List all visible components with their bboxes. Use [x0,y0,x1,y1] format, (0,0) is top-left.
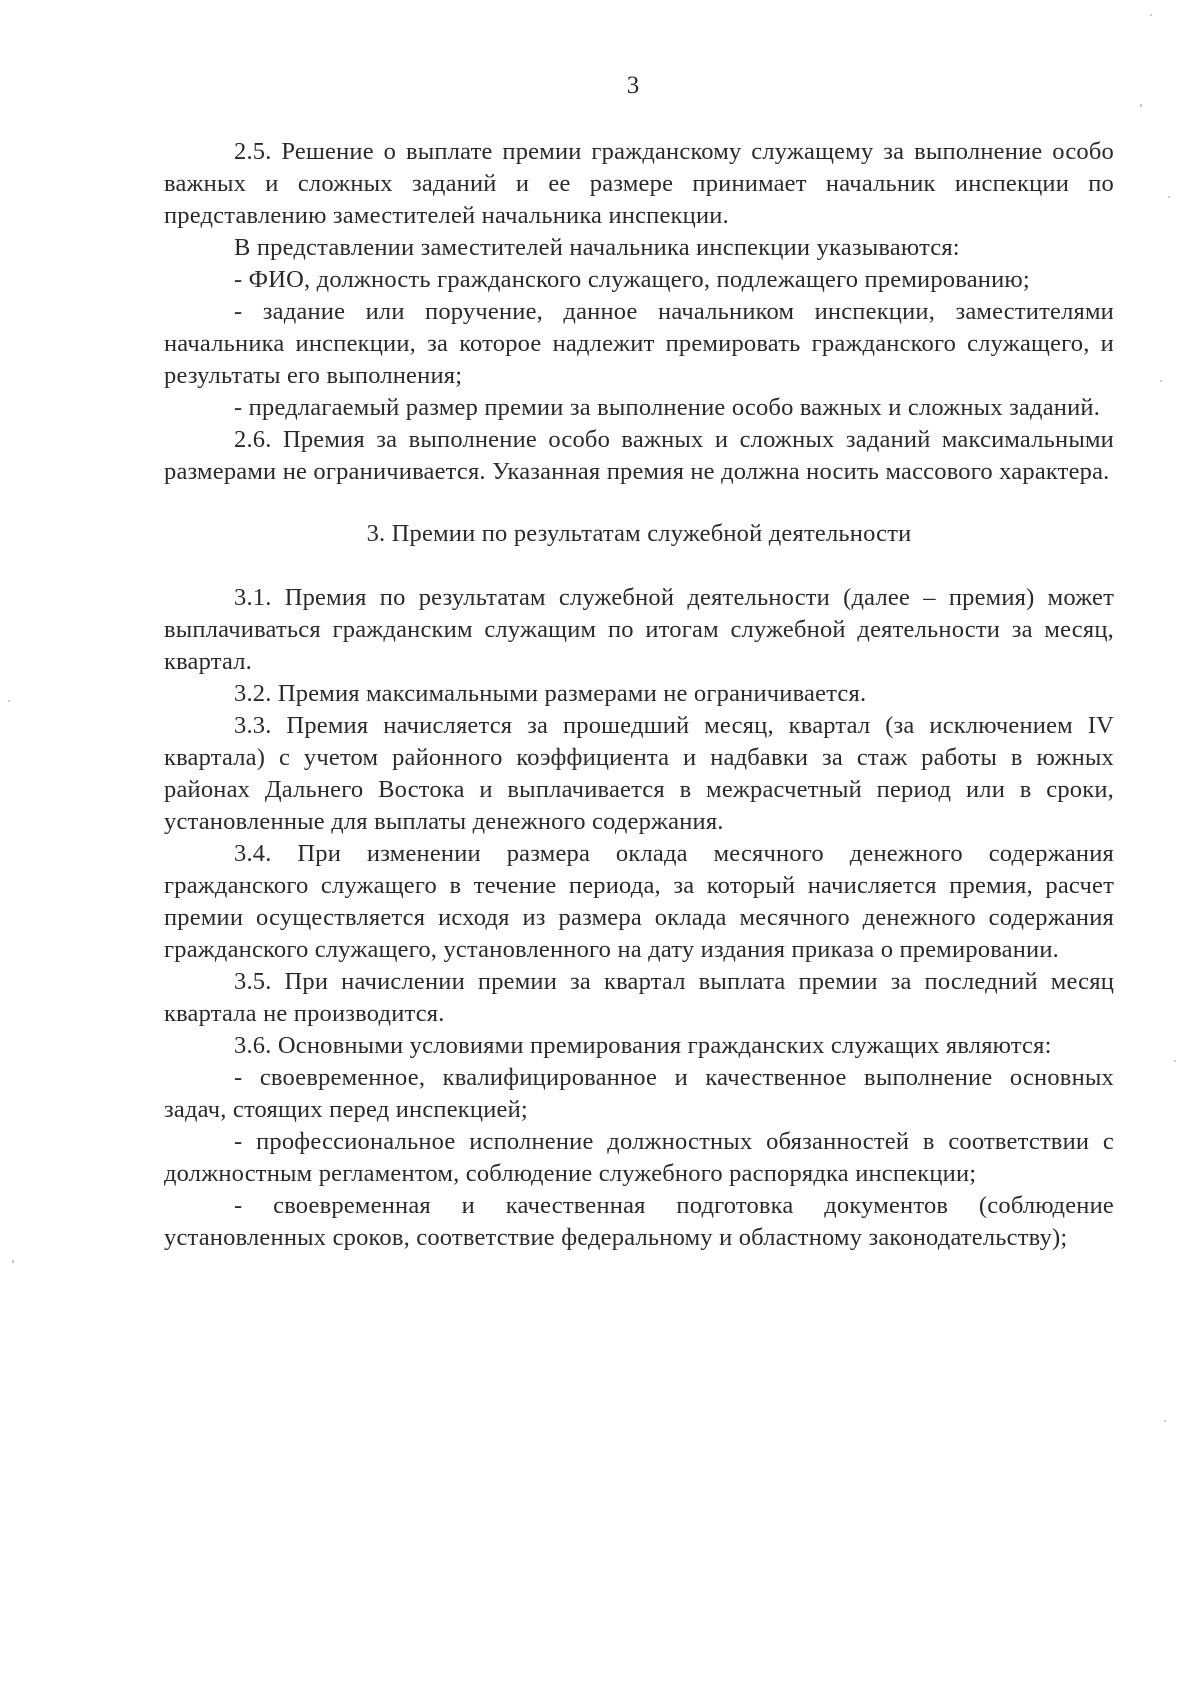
paragraph-3-4: 3.4. При изменении размера оклада месячного денежного содержания гражданского служащего в течение периода, за который начисляется премия, расчет премии осуществляется исходя из размера оклада месячного денежного содержания гражданского служащего, установленного на дату издания приказа о премировании. [164,840,1114,963]
scan-speck [1150,14,1152,16]
list-item-bonus-size: - предлагаемый размер премии за выполнение особо важных и сложных заданий. [234,394,1101,421]
paragraph-2-6: 2.6. Премия за выполнение особо важных и сложных заданий максимальными размерами не ограничивается. Указанная премия не должна носить массового характера. [164,426,1114,485]
page-number: 3 [626,72,640,99]
list-item-fio: - ФИО, должность гражданского служащего, подлежащего премированию; [234,266,1030,293]
paragraph-representation-intro: В представлении заместителей начальника инспекции указываются: [234,234,960,261]
scan-speck [1174,1060,1176,1062]
paragraph-3-5: 3.5. При начислении премии за квартал выплата премии за последний месяц квартала не производится. [164,968,1114,1027]
list-item-document-preparation: - своевременная и качественная подготовка документов (соблюдение установленных сроков, соответствие федеральному и областному законодательству); [164,1192,1114,1251]
scan-speck [12,1260,14,1263]
paragraph-3-1: 3.1. Премия по результатам служебной деятельности (далее – премия) может выплачиваться гражданским служащим по итогам служебной деятельности за месяц, квартал. [164,584,1114,675]
paragraph-3-3: 3.3. Премия начисляется за прошедший месяц, квартал (за исключением IV квартала) с учетом районного коэффициента и надбавки за стаж работы в южных районах Дальнего Востока и выплачивается в межрасчетный период или в сроки, установленные для выплаты денежного содержания. [164,712,1114,835]
paragraph-3-2: 3.2. Премия максимальными размерами не ограничивается. [234,680,867,707]
scan-speck [1160,380,1162,382]
section-3-heading: 3. Премии по результатам служебной деятельности [366,520,912,547]
scan-speck [8,700,10,702]
scan-speck [1168,196,1170,198]
paragraph-2-5: 2.5. Решение о выплате премии гражданскому служащему за выполнение особо важных и сложных заданий и ее размере принимает начальник инспекции по представлению заместителей начальника инспекции. [164,138,1114,229]
list-item-timely-execution: - своевременное, квалифицированное и качественное выполнение основных задач, стоящих перед инспекцией; [164,1064,1114,1123]
scan-speck [1164,1420,1166,1422]
scan-speck [1140,104,1142,107]
list-item-task: - задание или поручение, данное начальником инспекции, заместителями начальника инспекции, за которое надлежит премировать гражданского служащего, и результаты его выполнения; [164,298,1114,389]
list-item-professional-duties: - профессиональное исполнение должностных обязанностей в соответствии с должностным регламентом, соблюдение служебного распорядка инспекции; [164,1128,1114,1187]
document-body [164,136,1114,1254]
paragraph-3-6: 3.6. Основными условиями премирования гражданских служащих являются: [234,1032,1052,1059]
